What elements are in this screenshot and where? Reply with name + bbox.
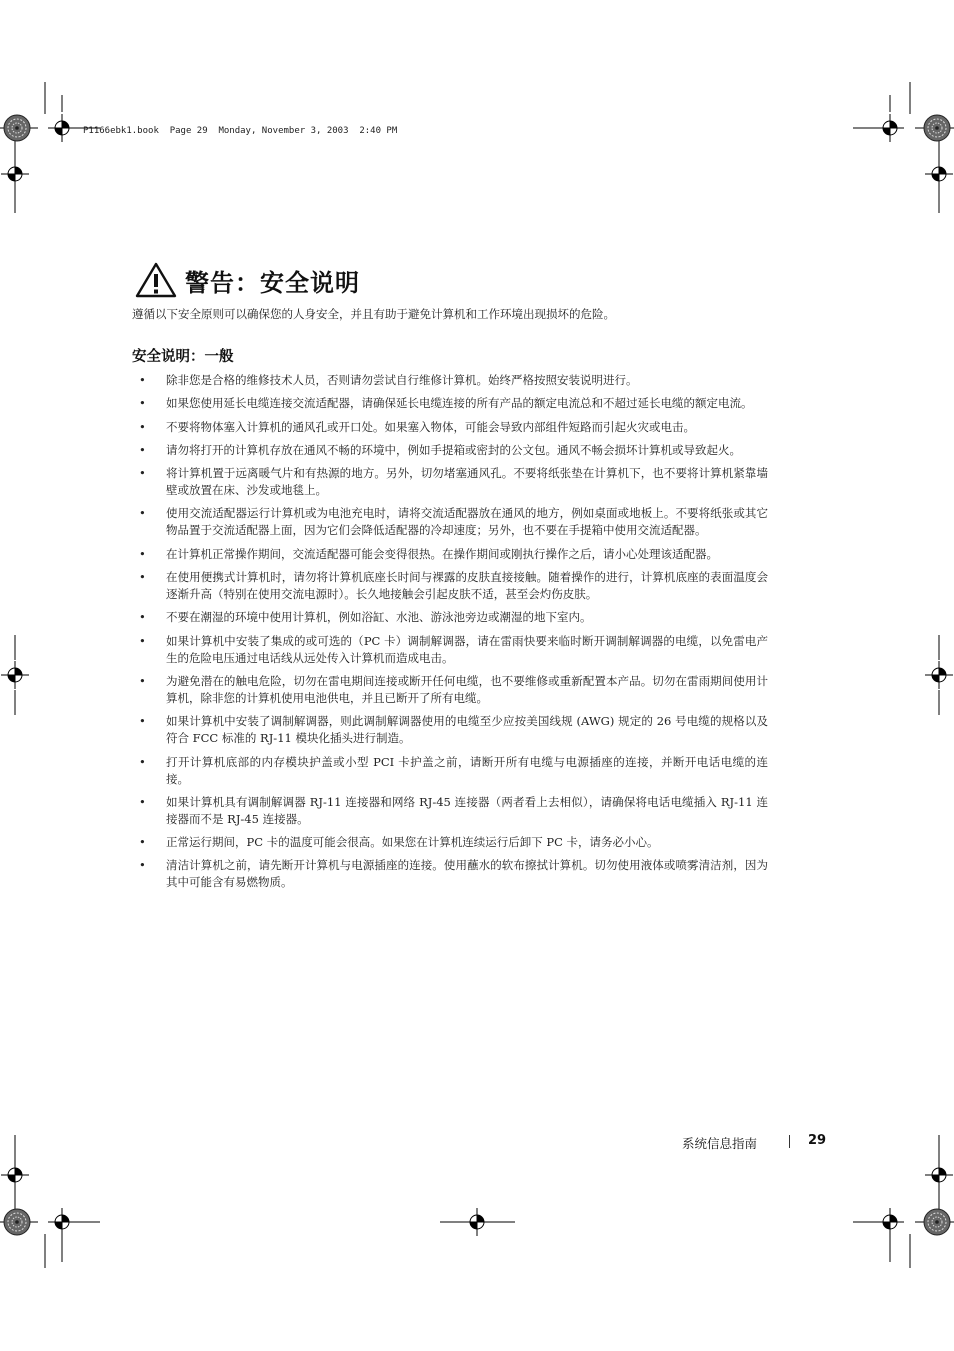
list-item-text: 使用交流适配器运行计算机或为电池充电时，请将交流适配器放在通风的地方，例如桌面或地板上。不要将纸张或其它物品置于交流适配器上面，因为它们会降低适配器的冷却速度；另外，也不要在手提箱中使用交流适配器。 [166, 506, 768, 538]
footer-divider [789, 1135, 790, 1148]
bullet-icon: • [139, 858, 146, 873]
list-item [132, 395, 768, 412]
bullet-icon: • [139, 466, 146, 481]
registration-mark-icon [463, 1208, 491, 1236]
list-item [132, 442, 768, 459]
print-slug: P1166ebk1.book Page 29 Monday, November 3, 2003 2:40 PM [83, 126, 398, 136]
list-item [132, 372, 768, 389]
registration-mark-icon [925, 1161, 953, 1189]
list-item [132, 465, 768, 499]
registration-mark-icon [925, 160, 953, 188]
list-item [132, 857, 768, 891]
bullet-icon: • [139, 794, 146, 809]
warning-triangle-icon [135, 262, 177, 298]
list-item-text: 在使用便携式计算机时，请勿将计算机底座长时间与裸露的皮肤直接接触。随着操作的进行，计算机底座的表面温度会逐渐升高（特别在使用交流电源时）。长久地接触会引起皮肤不适，甚至会灼伤皮肤。 [166, 570, 768, 602]
list-item [132, 505, 768, 539]
bullet-icon: • [139, 835, 146, 850]
list-item [132, 713, 768, 747]
list-item-text: 在计算机正常操作期间，交流适配器可能会变得很热。在操作期间或刚执行操作之后，请小心处理该适配器。 [166, 546, 718, 561]
bullet-icon: • [139, 396, 146, 411]
registration-mark-icon [1, 160, 29, 188]
list-item [132, 834, 768, 851]
intro-paragraph: 遵循以下安全原则可以确保您的人身安全，并且有助于避免计算机和工作环境出现损坏的危险。 [132, 307, 615, 321]
section-heading: 安全说明：一般 [132, 349, 234, 365]
registration-mark-icon [1, 1161, 29, 1189]
registration-mark-icon [876, 1208, 904, 1236]
list-item-text: 正常运行期间，PC 卡的温度可能会很高。如果您在计算机连续运行后卸下 PC 卡，请务必小心。 [166, 835, 659, 850]
bullet-icon: • [139, 442, 146, 457]
bullet-icon: • [139, 546, 146, 561]
list-item [132, 754, 768, 788]
list-item-text: 不要在潮湿的环境中使用计算机，例如浴缸、水池、游泳池旁边或潮湿的地下室内。 [166, 610, 592, 625]
bullet-icon: • [139, 633, 146, 648]
bullet-icon: • [139, 610, 146, 625]
footer-book-title: 系统信息指南 [682, 1136, 758, 1151]
list-item-text: 如果计算机具有调制解调器 RJ-11 连接器和网络 RJ-45 连接器（两者看上去相似），请确保将电话电缆插入 RJ-11 连接器而不是 RJ-45 连接器。 [166, 794, 768, 826]
bullet-icon: • [139, 714, 146, 729]
list-item-text: 打开计算机底部的内存模块护盖或小型 PCI 卡护盖之前，请断开所有电缆与电源插座的连接，并断开电话电缆的连接。 [166, 754, 768, 786]
registration-mark-icon [48, 114, 76, 142]
list-item-text: 为避免潜在的触电危险，切勿在雷电期间连接或断开任何电缆，也不要维修或重新配置本产品。切勿在雷雨期间使用计算机，除非您的计算机使用电池供电，并且已断开了所有电缆。 [166, 673, 768, 705]
page-title-block [135, 262, 360, 298]
list-item-text: 将计算机置于远离暖气片和有热源的地方。另外，切勿堵塞通风孔。不要将纸张垫在计算机下，也不要将计算机紧靠墙壁或放置在床、沙发或地毯上。 [166, 466, 768, 498]
list-item-text: 请勿将打开的计算机存放在通风不畅的环境中，例如手提箱或密封的公文包。通风不畅会损坏计算机或导致起火。 [166, 442, 741, 457]
list-item-text: 如果您使用延长电缆连接交流适配器，请确保延长电缆连接的所有产品的额定电流总和不超过延长电缆的额定电流。 [166, 396, 753, 411]
registration-mark-icon [48, 1208, 76, 1236]
registration-mark-icon [876, 114, 904, 142]
list-item [132, 546, 768, 563]
page-title: 警告：安全说明 [185, 268, 360, 297]
list-item-text: 除非您是合格的维修技术人员，否则请勿尝试自行维修计算机。始终严格按照安装说明进行。 [166, 373, 638, 387]
list-item-text: 如果计算机中安装了集成的或可选的（PC 卡）调制解调器，请在雷雨快要来临时断开调制解调器的电缆，以免雷电产生的危险电压通过电话线从远处传入计算机而造成电击。 [166, 633, 768, 665]
color-target-icon [4, 115, 30, 141]
bullet-icon: • [139, 570, 146, 585]
bullet-icon: • [139, 373, 146, 387]
bullet-icon: • [139, 673, 146, 688]
list-item [132, 633, 768, 667]
bullet-icon: • [139, 506, 146, 521]
registration-mark-icon [925, 661, 953, 689]
color-target-icon [924, 115, 950, 141]
list-item-text: 清洁计算机之前，请先断开计算机与电源插座的连接。使用蘸水的软布擦拭计算机。切勿使用液体或喷雾清洁剂，因为其中可能含有易燃物质。 [166, 858, 768, 890]
list-item [132, 419, 768, 436]
page-number: 29 [808, 1133, 827, 1148]
bullet-icon: • [139, 419, 146, 434]
list-item [132, 794, 768, 828]
list-item-text: 如果计算机中安装了调制解调器，则此调制解调器使用的电缆至少应按美国线规 (AWG) 规定的 26 号电缆的规格以及符合 FCC 标准的 RJ-11 模块化插头进行制造。 [166, 714, 768, 746]
bullet-icon: • [139, 754, 146, 769]
list-item [132, 569, 768, 603]
color-target-icon [924, 1209, 950, 1235]
list-item [132, 609, 768, 626]
color-target-icon [4, 1209, 30, 1235]
safety-instructions-list [132, 372, 768, 898]
list-item [132, 673, 768, 707]
registration-mark-icon [1, 661, 29, 689]
list-item-text: 不要将物体塞入计算机的通风孔或开口处。如果塞入物体，可能会导致内部组件短路而引起火灾或电击。 [166, 419, 695, 434]
